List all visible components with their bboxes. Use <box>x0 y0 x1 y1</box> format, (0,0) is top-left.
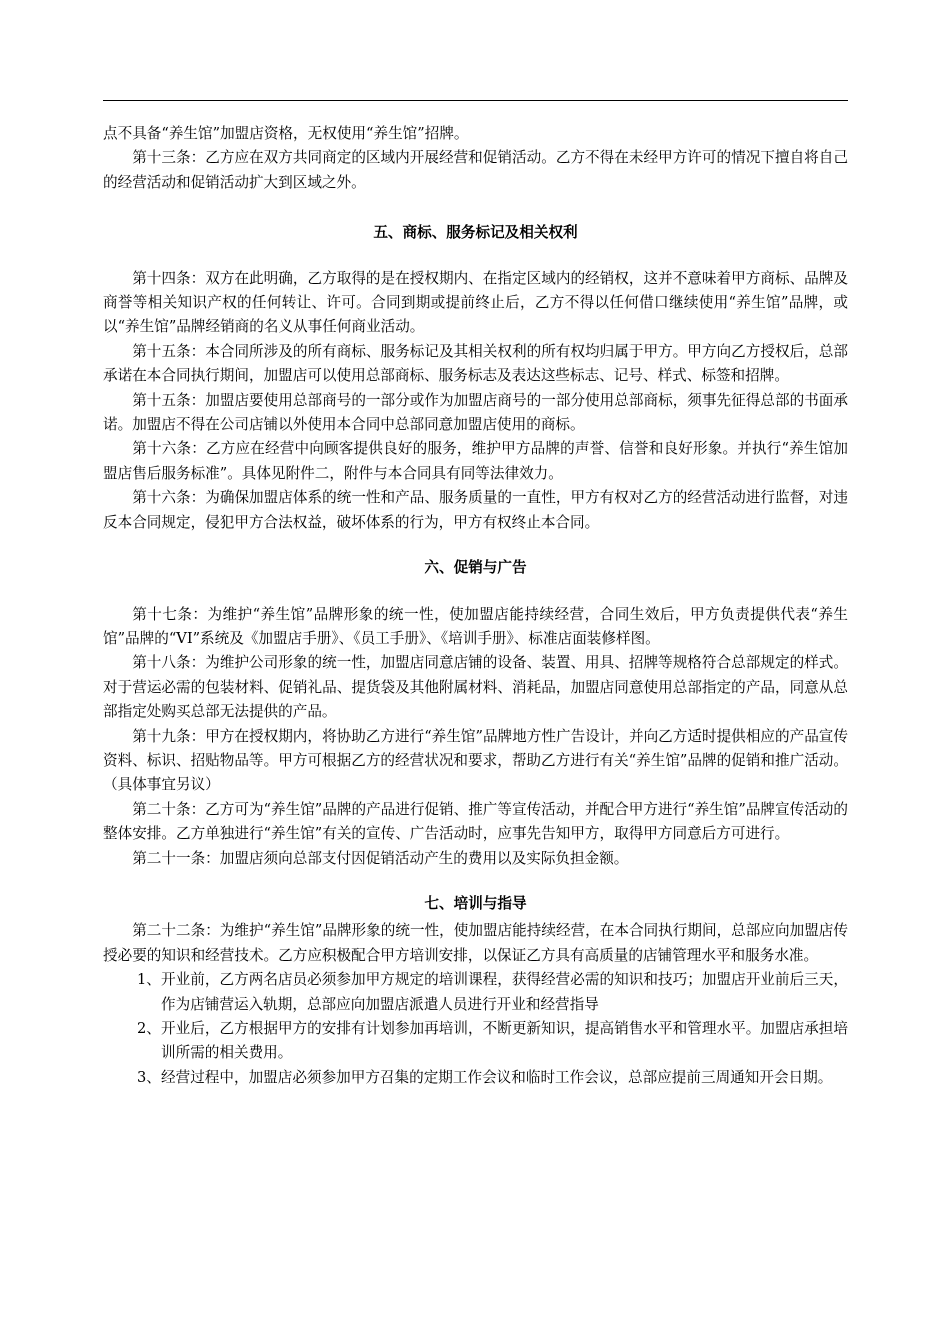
article-16a: 第十六条：乙方应在经营中向顾客提供良好的服务，维护甲方品牌的声誉、信誉和良好形象。并执行“养生馆加盟店售后服务标准”。具体见附件二，附件与本合同具有同等法律效力。 <box>103 440 848 482</box>
article-14: 第十四条：双方在此明确，乙方取得的是在授权期内、在指定区域内的经销权，这并不意味着甲方商标、品牌及商誉等相关知识产权的任何转让、许可。合同到期或提前终止后，乙方不得以任何借口继续使用“养生馆”品牌，或以“养生馆”品牌经销商的名义从事任何商业活动。 <box>103 269 848 336</box>
article-22: 第二十二条：为维护“养生馆”品牌形象的统一性，使加盟店能持续经营，在本合同执行期间，总部应向加盟店传授必要的知识和经营技术。乙方应积极配合甲方培训安排，以保证乙方具有高质量的店铺管理水平和服务水准。 <box>103 922 848 964</box>
article-17: 第十七条：为维护“养生馆”品牌形象的统一性，使加盟店能持续经营，合同生效后，甲方负责提供代表“养生馆”品牌的“VI”系统及《加盟店手册》、《员工手册》、《培训手册》、标准店面装修样图。 <box>103 605 848 647</box>
list-item-text: 经营过程中，加盟店必须参加甲方召集的定期工作会议和临时工作会议，总部应提前三周通知开会日期。 <box>161 1068 833 1086</box>
list-item-number: 1、 <box>137 971 161 989</box>
list-item-number: 2、 <box>137 1020 161 1037</box>
article-15a: 第十五条：本合同所涉及的所有商标、服务标记及其相关权利的所有权均归属于甲方。甲方向乙方授权后，总部承诺在本合同执行期间，加盟店可以使用总部商标、服务标志及表达这些标志、记号、样式、标签和招牌。 <box>103 342 848 385</box>
article-15b: 第十五条：加盟店要使用总部商号的一部分或作为加盟店商号的一部分使用总部商标，须事先征得总部的书面承诺。加盟店不得在公司店铺以外使用本合同中总部同意加盟店使用的商标。 <box>103 391 848 434</box>
document-body <box>103 122 848 1090</box>
list-item <box>103 968 848 1017</box>
article-18: 第十八条：为维护公司形象的统一性，加盟店同意店铺的设备、装置、用具、招牌等规格符合总部规定的样式。对于营运必需的包装材料、促销礼品、提货袋及其他附属材料、消耗品，加盟店同意使用总部指定的产品，同意从总部指定处购买总部无法提供的产品。 <box>103 654 848 721</box>
article-13: 第十三条：乙方应在双方共同商定的区域内开展经营和促销活动。乙方不得在未经甲方许可的情况下擅自将自己的经营活动和促销活动扩大到区域之外。 <box>103 149 848 191</box>
header-rule <box>103 100 848 101</box>
section-5-heading: 五、商标、服务标记及相关权利 <box>373 224 578 242</box>
list-item-number: 3、 <box>137 1068 161 1086</box>
section-7-heading: 七、培训与指导 <box>424 894 527 912</box>
list-item-text: 开业前，乙方两名店员必须参加甲方规定的培训课程，获得经营必需的知识和技巧；加盟店开业前后三天，作为店铺营运入轨期，总部应向加盟店派遣人员进行开业和经营指导 <box>161 971 848 1013</box>
article-16b: 第十六条：为确保加盟店体系的统一性和产品、服务质量的一直性，甲方有权对乙方的经营活动进行监督，对违反本合同规定，侵犯甲方合法权益，破坏体系的行为，甲方有权终止本合同。 <box>103 489 848 531</box>
section-6-heading: 六、促销与广告 <box>424 559 527 577</box>
article-19: 第十九条：甲方在授权期内，将协助乙方进行“养生馆”品牌地方性广告设计，并向乙方适时提供相应的产品宣传资料、标识、招贴物品等。甲方可根据乙方的经营状况和要求，帮助乙方进行有关“养生馆”品牌的促销和推广活动。（具体事宜另议） <box>103 727 848 794</box>
list-item <box>103 1066 848 1090</box>
article-21: 第二十一条：加盟店须向总部支付因促销活动产生的费用以及实际负担金额。 <box>132 849 629 867</box>
list-item-text: 开业后，乙方根据甲方的安排有计划参加再培训，不断更新知识，提高销售水平和管理水平。加盟店承担培训所需的相关费用。 <box>161 1020 848 1062</box>
training-list <box>103 968 848 1090</box>
article-20: 第二十条：乙方可为“养生馆”品牌的产品进行促销、推广等宣传活动，并配合甲方进行“养生馆”品牌宣传活动的整体安排。乙方单独进行“养生馆”有关的宣传、广告活动时，应事先告知甲方，取得甲方同意后方可进行。 <box>103 800 848 843</box>
paragraph-continuation: 点不具备“养生馆”加盟店资格，无权使用“养生馆”招牌。 <box>103 125 469 142</box>
list-item <box>103 1017 848 1066</box>
